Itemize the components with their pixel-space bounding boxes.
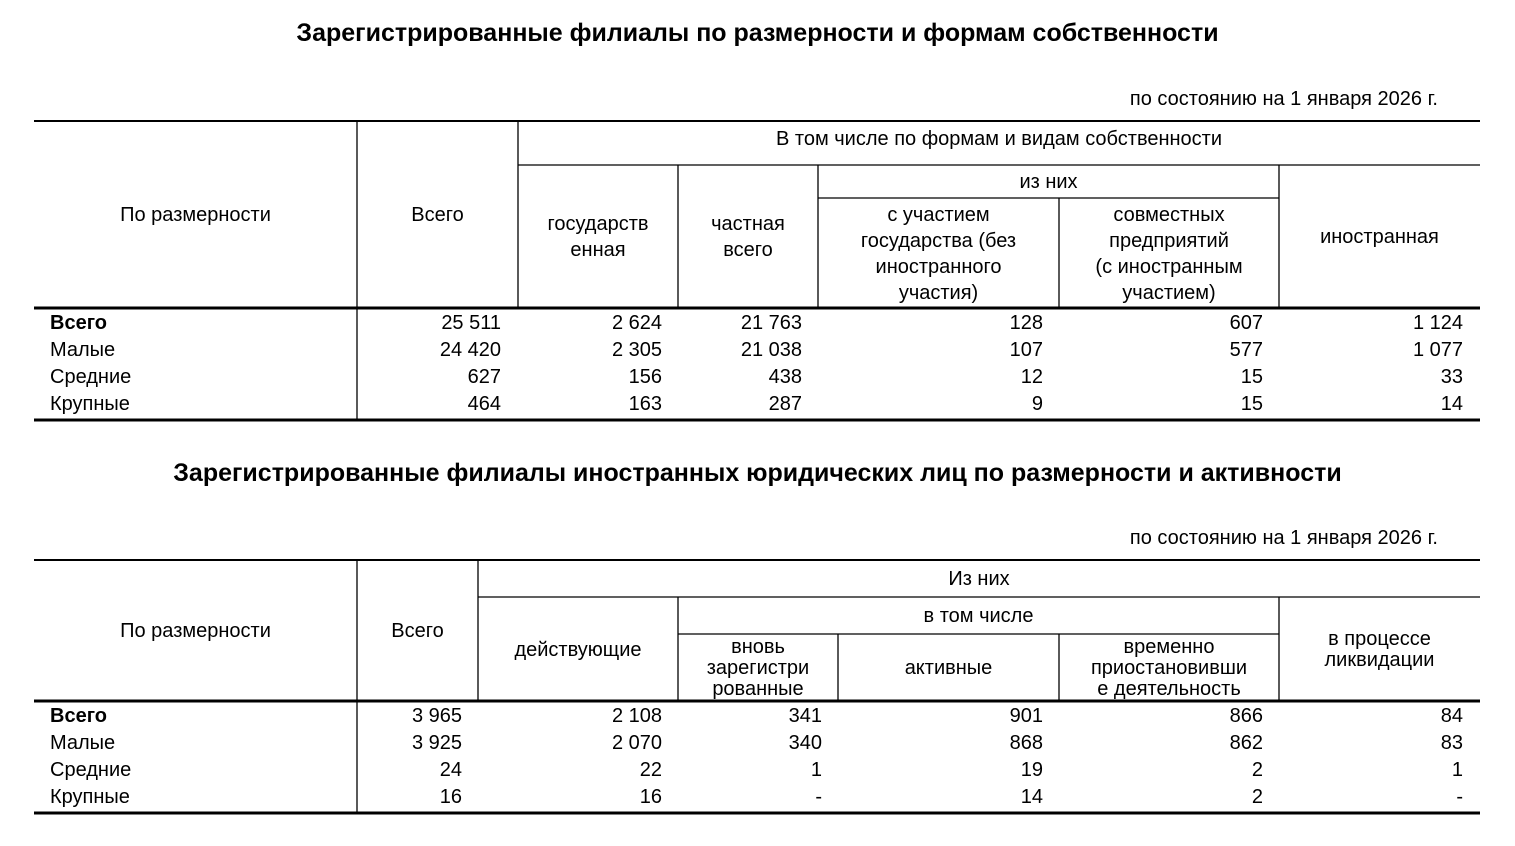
table2 bbox=[34, 559, 1480, 817]
table-cell: 866 bbox=[1229, 705, 1263, 727]
table-cell: 25 511 bbox=[441, 312, 501, 334]
table-cell: 438 bbox=[768, 366, 802, 388]
table-cell: 1 077 bbox=[1412, 339, 1463, 361]
table-cell: 340 bbox=[788, 732, 822, 754]
row-label: Всего bbox=[50, 705, 107, 727]
table-cell: 1 bbox=[810, 759, 822, 781]
table-cell: 3 965 bbox=[411, 705, 462, 727]
table-cell: 21 038 bbox=[740, 339, 802, 361]
header-active: активные bbox=[904, 657, 993, 679]
table-cell: 19 bbox=[1020, 759, 1043, 781]
header-total: Всего bbox=[391, 620, 444, 642]
table-cell: 21 763 bbox=[740, 312, 802, 334]
table-cell: 14 bbox=[1440, 393, 1463, 415]
row-label: Средние bbox=[50, 366, 132, 388]
header-state: государств енная bbox=[547, 213, 649, 261]
table-cell: 16 bbox=[439, 786, 462, 808]
table1-title: Зарегистрированные филиалы по размерности и формам собственности bbox=[296, 19, 1219, 47]
table-cell: 577 bbox=[1229, 339, 1263, 361]
table-cell: - bbox=[815, 786, 822, 808]
table-cell: 14 bbox=[1020, 786, 1043, 808]
table-cell: 107 bbox=[1009, 339, 1043, 361]
table-cell: 33 bbox=[1440, 366, 1463, 388]
table-cell: 607 bbox=[1229, 312, 1263, 334]
table-cell: 901 bbox=[1009, 705, 1043, 727]
header-size: По размерности bbox=[120, 620, 271, 642]
table-cell: 15 bbox=[1240, 393, 1263, 415]
table-cell: 163 bbox=[628, 393, 662, 415]
header-of-them: из них bbox=[1019, 171, 1078, 193]
table-cell: 627 bbox=[467, 366, 501, 388]
header-private-total: частная всего bbox=[711, 213, 785, 261]
table-cell: 24 bbox=[439, 759, 462, 781]
table-cell: 2 bbox=[1251, 759, 1263, 781]
table-cell: 12 bbox=[1020, 366, 1043, 388]
table-cell: 2 305 bbox=[611, 339, 662, 361]
table-cell: 16 bbox=[639, 786, 662, 808]
row-label: Крупные bbox=[50, 786, 130, 808]
table-cell: 84 bbox=[1440, 705, 1463, 727]
table1-as-of-date: по состоянию на 1 января 2026 г. bbox=[1129, 88, 1438, 110]
row-label: Средние bbox=[50, 759, 132, 781]
table-cell: 287 bbox=[768, 393, 802, 415]
header-including: в том числе bbox=[923, 605, 1034, 627]
table-cell: 22 bbox=[639, 759, 662, 781]
table-cell: 464 bbox=[467, 393, 501, 415]
table-cell: 24 420 bbox=[439, 339, 501, 361]
table2-title: Зарегистрированные филиалы иностранных юридических лиц по размерности и активности bbox=[173, 459, 1342, 487]
header-in-liquidation: в процессе ликвидации bbox=[1324, 627, 1435, 671]
table-cell: 1 bbox=[1451, 759, 1463, 781]
table-cell: 2 bbox=[1251, 786, 1263, 808]
table2-as-of-date: по состоянию на 1 января 2026 г. bbox=[1129, 527, 1438, 549]
table-cell: 128 bbox=[1009, 312, 1043, 334]
header-foreign: иностранная bbox=[1320, 226, 1439, 248]
table-cell: 1 124 bbox=[1412, 312, 1463, 334]
row-label: Всего bbox=[50, 312, 107, 334]
table-cell: 83 bbox=[1440, 732, 1463, 754]
header-total: Всего bbox=[411, 204, 464, 226]
row-label: Крупные bbox=[50, 393, 130, 415]
table-cell: 9 bbox=[1031, 393, 1043, 415]
table-cell: 2 624 bbox=[611, 312, 662, 334]
header-operating: действующие bbox=[514, 638, 642, 661]
table-cell: 2 070 bbox=[611, 732, 662, 754]
table-cell: 156 bbox=[628, 366, 662, 388]
header-ownership-group: В том числе по формам и видам собственности bbox=[775, 128, 1223, 150]
table-cell: - bbox=[1456, 786, 1463, 808]
table-cell: 2 108 bbox=[611, 705, 662, 727]
table-cell: 868 bbox=[1009, 732, 1043, 754]
table-cell: 862 bbox=[1229, 732, 1263, 754]
header-of-them: Из них bbox=[948, 568, 1010, 590]
header-joint-ventures: совместных предприятий (с иностранным участием) bbox=[1095, 203, 1243, 304]
table-cell: 341 bbox=[788, 705, 822, 727]
row-label: Малые bbox=[50, 339, 116, 361]
table-cell: 15 bbox=[1240, 366, 1263, 388]
row-label: Малые bbox=[50, 732, 116, 754]
table-cell: 3 925 bbox=[411, 732, 462, 754]
table1 bbox=[34, 120, 1480, 422]
header-temporarily-suspended: временно приостановивши е деятельность bbox=[1090, 635, 1248, 700]
header-with-state-participation: с участием государства (без иностранного участия) bbox=[860, 203, 1017, 304]
header-newly-registered: вновь зарегистри рованные bbox=[706, 635, 810, 700]
header-size: По размерности bbox=[120, 204, 271, 226]
